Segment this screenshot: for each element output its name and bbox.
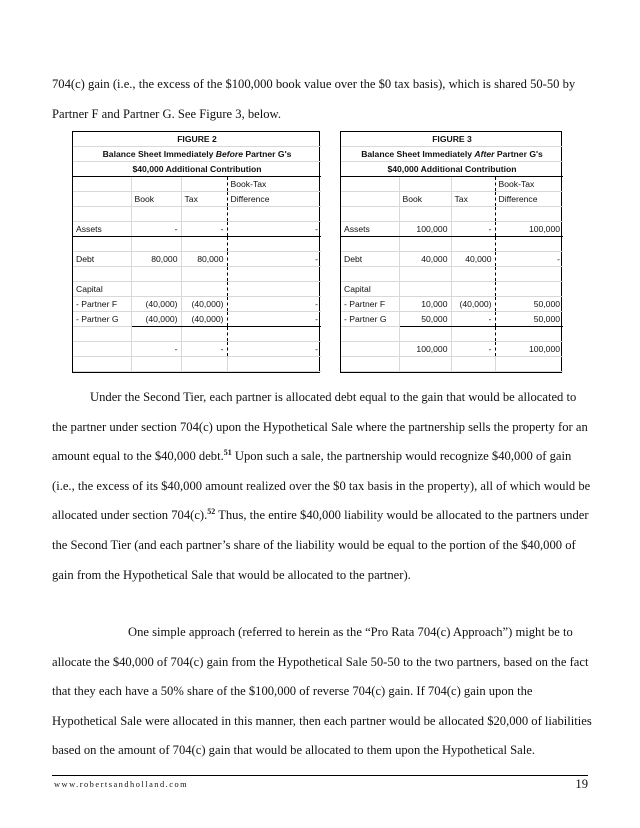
figure-2-title: FIGURE 2 xyxy=(73,132,321,147)
top-line-2: Partner F and Partner G. See Figure 3, below. xyxy=(52,106,281,121)
body-text-top xyxy=(52,70,592,129)
figure-3-title: FIGURE 3 xyxy=(341,132,563,147)
col-header-difference: Difference xyxy=(495,192,563,207)
figure-2-table xyxy=(72,131,320,373)
figure-3-table xyxy=(340,131,562,373)
col-header-tax: Tax xyxy=(181,192,227,207)
footnote-ref-52[interactable]: 52 xyxy=(207,507,216,517)
table-row: Capital xyxy=(73,282,321,297)
footer-url: www.robertsandholland.com xyxy=(54,780,189,789)
figure-2-subtitle: Balance Sheet Immediately Before Partner G's xyxy=(73,147,321,162)
body-paragraph-1: Under the Second Tier, each partner is allocated debt equal to the gain that would be allocated to the partner under section 704(c) upon the Hypothetical Sale where the partnership sells the property for an amount equal to the $40,000 debt.$^{51}$ Upon such a sale, the partnership would recognize $40,000 of gain (i.e., the excess of its $40,000 amount realized over the $0 tax basis in the property), all of which would be allocated under section 704(c).$^{52}$ Thus, the entire $40,000 liability would be allocated to the partners under the Second Tier (and each partner’s share of the liability would be equal to the portion of the $40,000 of gain from the Hypothetical Sale that would be allocated to the partner). xyxy=(52,390,591,582)
body-paragraph-2: One simple approach (referred to herein as the “Pro Rata 704(c) Approach”) might be to allocate the $40,000 of 704(c) gain from the Hypothetical Sale 50-50 to the two partners, based on the fact that they each have a 50% share of the $100,000 of reverse 704(c) gain. If 704(c) gain upon the Hypothetical Sale were allocated in this manner, then each partner would be allocated $20,000 of liabilities based on the amount of 704(c) gain that would be allocated to them upon the Hypothetical Sale. xyxy=(52,625,592,758)
table-row: - Partner F (40,000) (40,000) - xyxy=(73,297,321,312)
col-header-book: Book xyxy=(131,192,181,207)
col-header-difference: Difference xyxy=(227,192,321,207)
table-row: - - - xyxy=(73,342,321,357)
table-row: Capital xyxy=(341,282,563,297)
table-row: Assets 100,000 - 100,000 xyxy=(341,222,563,237)
col-header-book-tax: Book-Tax xyxy=(495,177,563,192)
footnote-ref-51[interactable]: 51 xyxy=(223,448,232,457)
table-row: 100,000 - 100,000 xyxy=(341,342,563,357)
top-line-1: 704(c) gain (i.e., the excess of the $100,000 book value over the $0 tax basis), which is shared 50-50 by xyxy=(52,77,576,91)
table-row: Debt 80,000 80,000 - xyxy=(73,252,321,267)
footer-divider xyxy=(52,775,588,776)
table-row: - Partner G (40,000) (40,000) - xyxy=(73,312,321,327)
figure-3-subtitle-2: $40,000 Additional Contribution xyxy=(341,162,563,177)
table-row: - Partner G 50,000 - 50,000 xyxy=(341,312,563,327)
figure-2-subtitle-2: $40,000 Additional Contribution xyxy=(73,162,321,177)
table-row: Assets - - - xyxy=(73,222,321,237)
page-number: 19 xyxy=(575,777,588,791)
table-row: - Partner F 10,000 (40,000) 50,000 xyxy=(341,297,563,312)
col-header-book-tax: Book-Tax xyxy=(227,177,321,192)
table-row: Debt 40,000 40,000 - xyxy=(341,252,563,267)
figure-3-subtitle: Balance Sheet Immediately After Partner G's xyxy=(341,147,563,162)
col-header-tax: Tax xyxy=(451,192,495,207)
col-header-book: Book xyxy=(399,192,451,207)
